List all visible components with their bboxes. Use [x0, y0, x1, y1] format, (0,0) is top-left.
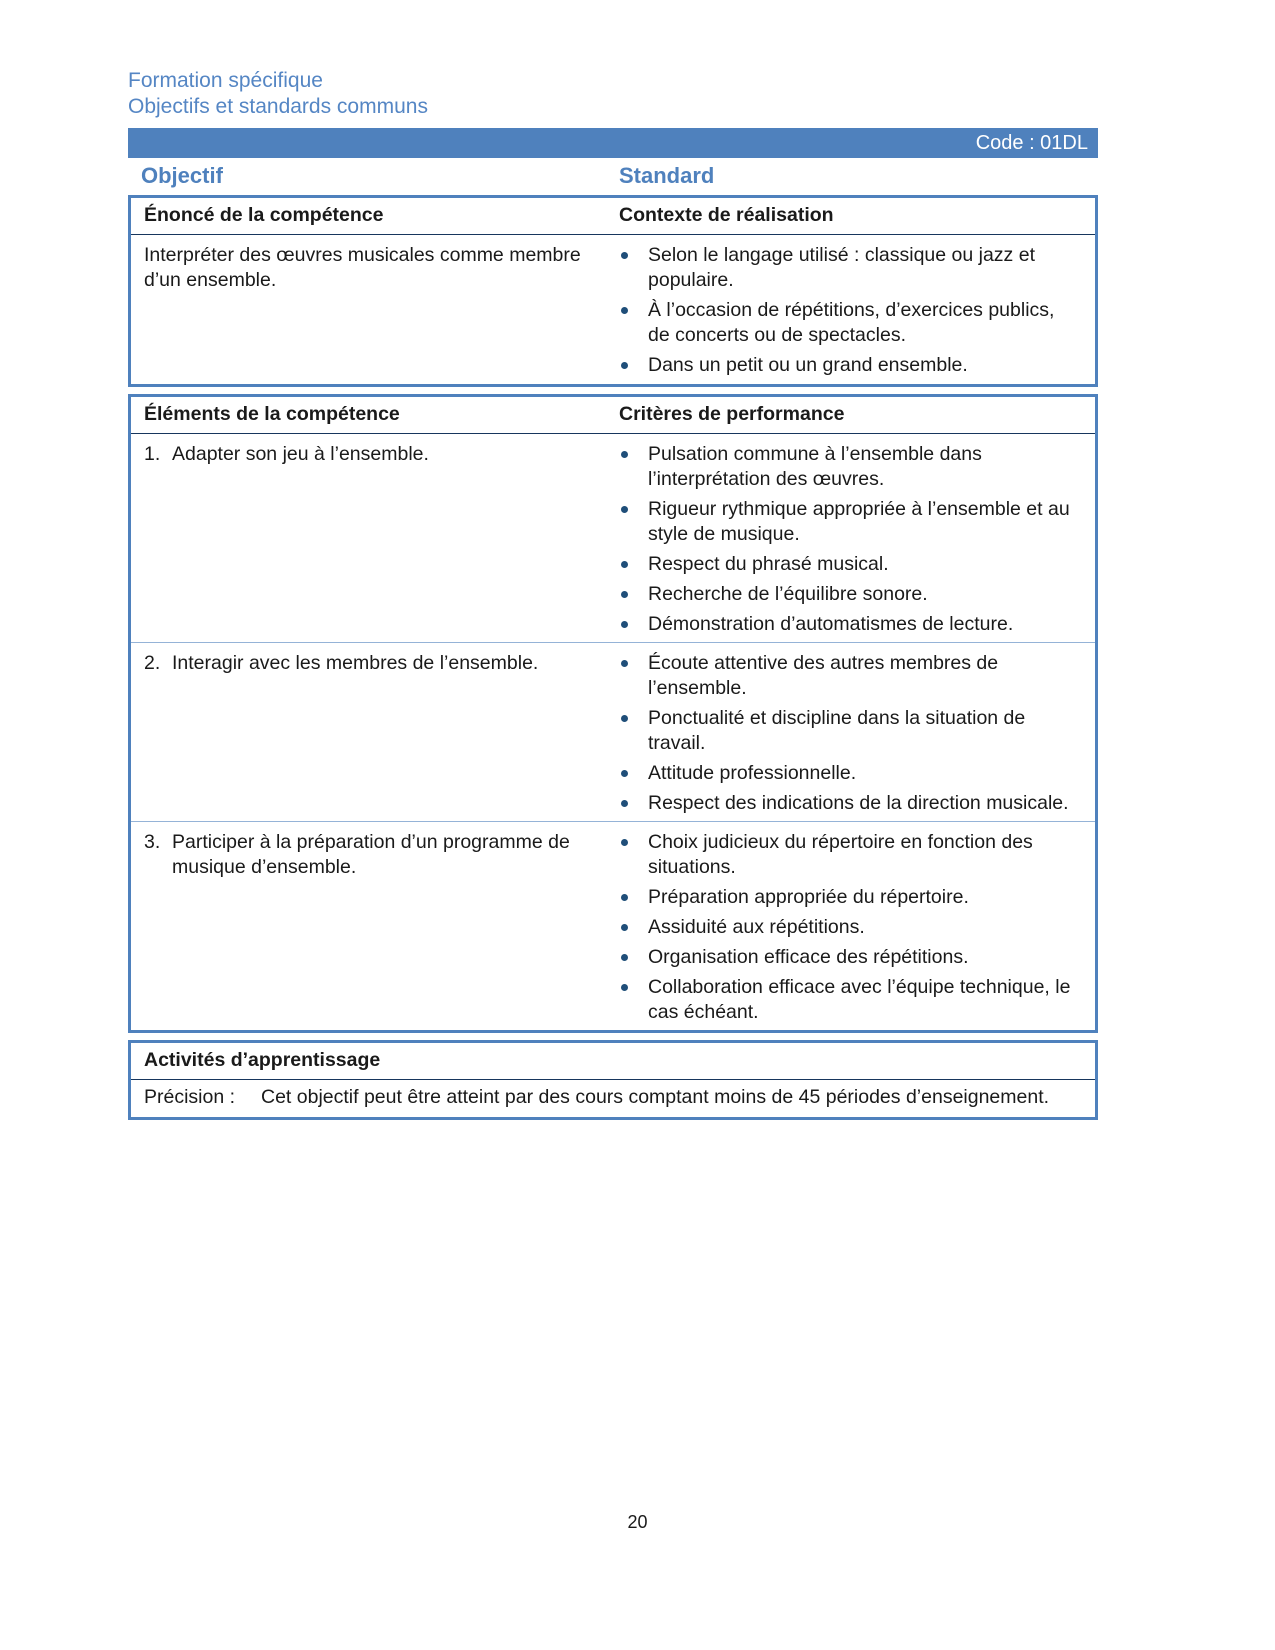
bullet-item — [619, 353, 1074, 378]
bullet-icon — [621, 307, 628, 314]
competence-statement-text: Interpréter des œuvres musicales comme membre d’un ensemble. — [144, 244, 581, 291]
bullet-icon — [621, 924, 628, 931]
element-text: Adapter son jeu à l’ensemble. — [172, 443, 429, 465]
bullet-text: Selon le langage utilisé : classique ou jazz et populaire. — [648, 244, 1035, 291]
bullet-item — [619, 442, 1074, 492]
objectif-column-title: Objectif — [141, 163, 223, 188]
page-number: 20 — [627, 1512, 648, 1532]
bullet-icon — [621, 252, 628, 259]
bullet-icon — [621, 561, 628, 568]
bullet-item — [619, 761, 1074, 786]
bullet-icon — [621, 800, 628, 807]
element-row — [131, 821, 1095, 1030]
activites-header: Activités d’apprentissage — [131, 1043, 1095, 1080]
bullet-text: Respect du phrasé musical. — [648, 553, 889, 575]
bullet-item — [619, 915, 1074, 940]
bullet-icon — [621, 984, 628, 991]
column-titles-row — [128, 158, 1098, 195]
bullet-text: Préparation appropriée du répertoire. — [648, 886, 969, 908]
bullet-text: Assiduité aux répétitions. — [648, 916, 865, 938]
bullet-item — [619, 706, 1074, 756]
bullet-item — [619, 243, 1074, 293]
bullet-icon — [621, 506, 628, 513]
bullet-text: À l’occasion de répétitions, d’exercices publics, de concerts ou de spectacles. — [648, 299, 1055, 346]
standard-column-title: Standard — [619, 163, 715, 188]
element-number: 2. — [144, 652, 161, 674]
header-line-1: Formation spécifique — [128, 69, 323, 92]
code-banner — [128, 128, 1098, 158]
bullet-icon — [621, 660, 628, 667]
bullet-item — [619, 791, 1074, 816]
bullet-item — [619, 612, 1074, 637]
element-text: Interagir avec les membres de l’ensemble. — [172, 652, 539, 674]
bullet-text: Recherche de l’équilibre sonore. — [648, 583, 928, 605]
enonce-header: Énoncé de la compétence — [144, 204, 384, 226]
bullet-text: Rigueur rythmique appropriée à l’ensemble et au style de musique. — [648, 498, 1070, 545]
header-line-2: Objectifs et standards communs — [128, 95, 428, 118]
elements-criteres-header-row — [131, 397, 1095, 434]
element-row — [131, 434, 1095, 642]
bullet-item — [619, 651, 1074, 701]
bullet-item — [619, 582, 1074, 607]
enonce-contexte-table — [128, 195, 1098, 387]
precision-row — [131, 1080, 1095, 1117]
bullet-icon — [621, 954, 628, 961]
activites-table — [128, 1040, 1098, 1120]
enonce-contexte-body-row — [131, 235, 1095, 384]
element-number: 3. — [144, 831, 161, 853]
element-text: Participer à la préparation d’un programme de musique d’ensemble. — [172, 831, 570, 878]
bullet-item — [619, 552, 1074, 577]
code-label: Code : 01DL — [975, 132, 1088, 154]
bullet-icon — [621, 770, 628, 777]
bullet-text: Collaboration efficace avec l’équipe technique, le cas échéant. — [648, 976, 1071, 1023]
element-cell — [131, 442, 613, 637]
bullet-text: Pulsation commune à l’ensemble dans l’interprétation des œuvres. — [648, 443, 982, 490]
bullet-icon — [621, 839, 628, 846]
bullet-item — [619, 945, 1074, 970]
bullet-icon — [621, 591, 628, 598]
precision-text: Cet objectif peut être atteint par des cours comptant moins de 45 périodes d’enseignement. — [261, 1086, 1050, 1108]
bullet-text: Respect des indications de la direction musicale. — [648, 792, 1069, 814]
bullet-text: Ponctualité et discipline dans la situation de travail. — [648, 707, 1026, 754]
element-number: 1. — [144, 443, 161, 465]
page-content — [128, 68, 1098, 1127]
bullet-icon — [621, 362, 628, 369]
elements-rows — [131, 434, 1095, 1030]
bullet-icon — [621, 715, 628, 722]
bullet-item — [619, 975, 1074, 1025]
bullet-item — [619, 298, 1074, 348]
precision-label: Précision : — [144, 1086, 236, 1108]
document-header — [128, 68, 1098, 120]
bullet-text: Écoute attentive des autres membres de l’ensemble. — [648, 652, 999, 699]
bullet-text: Attitude professionnelle. — [648, 762, 857, 784]
bullet-text: Organisation efficace des répétitions. — [648, 946, 969, 968]
criteres-header: Critères de performance — [619, 403, 845, 425]
criteria-bullet-list — [613, 651, 1095, 816]
element-cell — [131, 830, 613, 1025]
bullet-icon — [621, 894, 628, 901]
bullet-text: Démonstration d’automatismes de lecture. — [648, 613, 1014, 635]
bullet-icon — [621, 451, 628, 458]
criteria-bullet-list — [613, 442, 1095, 637]
elements-header: Éléments de la compétence — [144, 403, 400, 425]
element-row — [131, 642, 1095, 821]
bullet-icon — [621, 621, 628, 628]
criteria-bullet-list — [613, 830, 1095, 1025]
contexte-bullet-list — [613, 243, 1095, 378]
enonce-contexte-header-row — [131, 198, 1095, 235]
bullet-item — [619, 885, 1074, 910]
element-cell — [131, 651, 613, 816]
bullet-item — [619, 830, 1074, 880]
bullet-text: Choix judicieux du répertoire en fonction des situations. — [648, 831, 1033, 878]
contexte-header: Contexte de réalisation — [619, 204, 834, 226]
bullet-item — [619, 497, 1074, 547]
bullet-text: Dans un petit ou un grand ensemble. — [648, 354, 968, 376]
elements-criteres-table — [128, 394, 1098, 1033]
